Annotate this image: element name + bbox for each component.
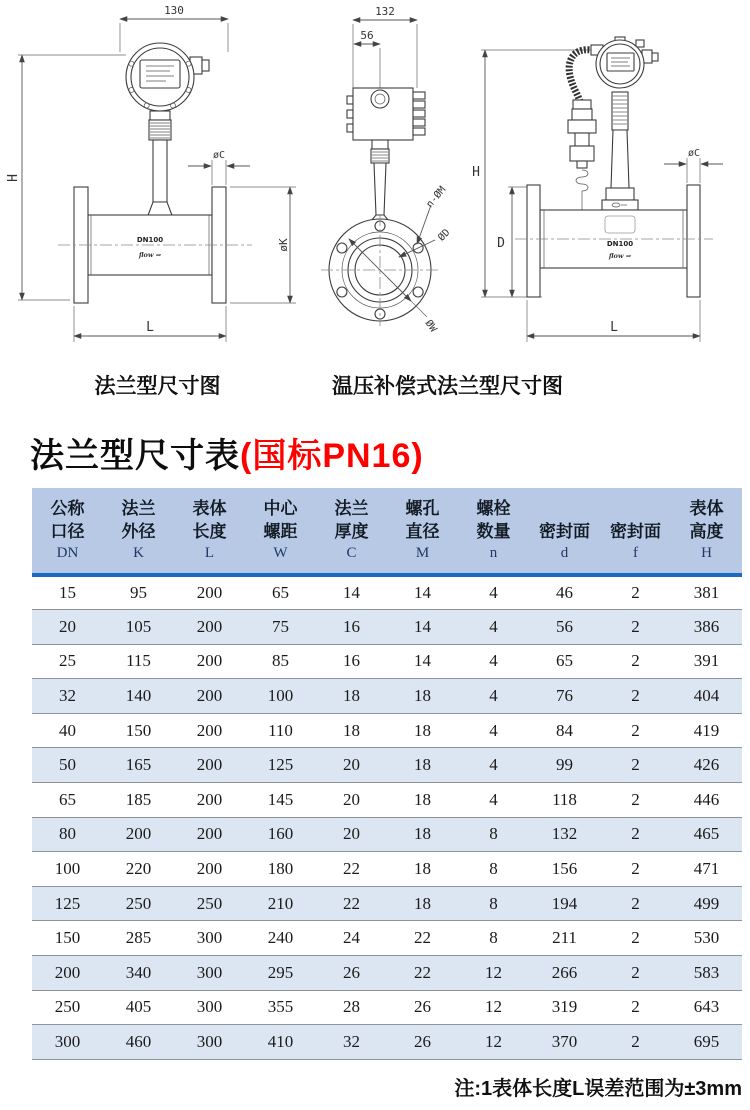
dim-label-oc: øC [687, 148, 701, 159]
table-cell: 200 [196, 616, 223, 636]
table-cell: 250 [196, 893, 223, 913]
meter-neck [371, 140, 389, 221]
table-cell: 20 [343, 789, 360, 809]
table-cell: 22 [343, 893, 360, 913]
table-cell: 56 [556, 616, 573, 636]
transmitter-box [347, 88, 425, 140]
table-cell: 200 [196, 824, 223, 844]
table-cell: 18 [343, 720, 360, 740]
table-cell: 200 [196, 789, 223, 809]
table-cell: 140 [125, 686, 152, 706]
column-header-C: 法兰 厚度 C [316, 488, 387, 575]
dim-label-d: D [497, 236, 505, 251]
table-cell: 200 [196, 755, 223, 775]
table-cell: 8 [489, 928, 498, 948]
table-cell: 4 [489, 616, 498, 636]
column-header-M: 螺孔 直径 M [387, 488, 458, 575]
table-cell: 2 [631, 616, 640, 636]
table-cell: 20 [59, 616, 76, 636]
dim-label-132: 132 [375, 5, 395, 18]
table-cell: 2 [631, 893, 640, 913]
table-cell: 8 [489, 859, 498, 879]
compensated-flange-type-diagram [470, 0, 750, 362]
table-cell: 446 [693, 789, 720, 809]
table-cell: 2 [631, 824, 640, 844]
table-cell: 8 [489, 824, 498, 844]
column-header-d: 密封面 d [529, 488, 600, 575]
table-cell: 12 [485, 1032, 502, 1052]
flange-front-view-diagram [305, 0, 475, 362]
table-cell: 8 [489, 893, 498, 913]
table-row-dn-20 [32, 610, 742, 645]
table-cell: 84 [556, 720, 573, 740]
table-cell: 22 [414, 962, 431, 982]
table-cell: 32 [59, 686, 76, 706]
table-cell: 471 [693, 859, 720, 879]
dim-label-nom: n-ØM [424, 184, 449, 211]
table-cell: 22 [343, 859, 360, 879]
table-cell: 95 [130, 583, 147, 603]
dimension-diagrams [0, 0, 750, 362]
table-cell: 99 [556, 755, 573, 775]
table-cell: 340 [125, 962, 152, 982]
table-cell: 355 [267, 997, 294, 1017]
table-cell: 165 [125, 755, 152, 775]
table-cell: 410 [267, 1032, 294, 1052]
table-cell: 18 [414, 755, 431, 775]
table-cell: 115 [126, 651, 151, 671]
table-cell: 426 [693, 755, 720, 775]
section-title-paren: (国标PN16) [240, 437, 424, 475]
table-cell: 18 [414, 720, 431, 740]
table-cell: 25 [59, 651, 76, 671]
table-cell: 2 [631, 789, 640, 809]
column-header-L: 表体 长度 L [174, 488, 245, 575]
body-label: DN100 [136, 236, 164, 244]
table-cell: 15 [59, 583, 76, 603]
table-cell: 210 [267, 893, 294, 913]
table-cell: 12 [485, 962, 502, 982]
column-header-f: 密封面 f [600, 488, 671, 575]
table-cell: 266 [551, 962, 578, 982]
table-footnote: 注:1表体长度L误差范围为±3mm [454, 1078, 742, 1100]
body-label: DN100 [606, 240, 634, 248]
table-row-dn-32 [32, 679, 742, 714]
dim-label-h: H [472, 165, 480, 180]
table-cell: 319 [551, 997, 578, 1017]
table-cell: 18 [414, 824, 431, 844]
table-cell: 132 [551, 824, 578, 844]
table-cell: 24 [343, 928, 360, 948]
table-cell: 156 [551, 859, 578, 879]
table-cell: 145 [267, 789, 294, 809]
table-cell: 22 [414, 928, 431, 948]
table-cell: 150 [54, 928, 81, 948]
table-cell: 150 [125, 720, 152, 740]
table-cell: 530 [693, 928, 720, 948]
table-cell: 14 [343, 583, 360, 603]
dim-label-od: ØD [436, 227, 453, 244]
table-cell: 50 [59, 755, 76, 775]
table-row-dn-125 [32, 886, 742, 921]
table-row-dn-300 [32, 1025, 742, 1060]
table-header-row [32, 488, 742, 575]
dimension-table-wrap [32, 488, 742, 1060]
table-cell: 32 [343, 1032, 360, 1052]
table-cell: 460 [125, 1032, 152, 1052]
table-cell: 200 [196, 651, 223, 671]
table-cell: 300 [54, 1032, 81, 1052]
table-cell: 220 [125, 859, 152, 879]
table-cell: 75 [272, 616, 289, 636]
table-cell: 200 [54, 962, 81, 982]
table-cell: 80 [59, 824, 76, 844]
table-cell: 2 [631, 1032, 640, 1052]
table-cell: 185 [125, 789, 152, 809]
dim-label-h: H [6, 174, 21, 182]
dim-label-56: 56 [360, 29, 374, 42]
table-cell: 2 [631, 962, 640, 982]
table-cell: 105 [125, 616, 152, 636]
dimension-table [32, 488, 742, 1060]
transmitter-head [126, 43, 209, 111]
table-cell: 250 [54, 997, 81, 1017]
table-row-dn-150 [32, 921, 742, 956]
table-cell: 46 [556, 583, 573, 603]
table-cell: 160 [267, 824, 294, 844]
table-cell: 2 [631, 583, 640, 603]
table-cell: 300 [196, 997, 223, 1017]
table-cell: 4 [489, 789, 498, 809]
transmitter-head [596, 37, 658, 88]
table-cell: 285 [125, 928, 152, 948]
table-cell: 28 [343, 997, 360, 1017]
column-header-W: 中心 螺距 W [245, 488, 316, 575]
table-cell: 200 [196, 583, 223, 603]
table-cell: 211 [552, 928, 577, 948]
table-cell: 20 [343, 755, 360, 775]
section-title [30, 428, 424, 477]
table-cell: 370 [551, 1032, 578, 1052]
table-cell: 4 [489, 583, 498, 603]
table-cell: 419 [693, 720, 720, 740]
table-cell: 2 [631, 928, 640, 948]
table-row-dn-250 [32, 990, 742, 1025]
table-cell: 405 [125, 997, 152, 1017]
table-cell: 200 [125, 824, 152, 844]
table-cell: 76 [556, 686, 573, 706]
table-cell: 18 [414, 686, 431, 706]
table-row-dn-100 [32, 852, 742, 887]
table-cell: 14 [414, 616, 431, 636]
table-row-dn-25 [32, 644, 742, 679]
table-cell: 16 [343, 651, 360, 671]
table-cell: 583 [693, 962, 720, 982]
dim-label-130: 130 [164, 4, 184, 17]
table-row-dn-200 [32, 956, 742, 991]
table-cell: 240 [267, 928, 294, 948]
table-cell: 125 [54, 893, 81, 913]
table-cell: 381 [693, 583, 720, 603]
table-cell: 14 [414, 583, 431, 603]
table-cell: 386 [693, 616, 720, 636]
table-cell: 2 [631, 755, 640, 775]
table-cell: 100 [267, 686, 294, 706]
table-cell: 391 [693, 651, 720, 671]
table-cell: 18 [414, 893, 431, 913]
table-cell: 300 [196, 962, 223, 982]
table-cell: 65 [556, 651, 573, 671]
table-cell: 40 [59, 720, 76, 740]
column-header-DN: 公称 口径 DN [32, 488, 103, 575]
caption-compensated-flange-type: 温压补偿式法兰型尺寸图 [332, 375, 563, 398]
table-row-dn-40 [32, 713, 742, 748]
dim-label-ow: ØW [422, 318, 439, 335]
table-cell: 26 [343, 962, 360, 982]
table-cell: 100 [54, 859, 81, 879]
table-cell: 16 [343, 616, 360, 636]
dim-label-l: L [146, 320, 154, 335]
table-cell: 695 [693, 1032, 720, 1052]
caption-flange-type: 法兰型尺寸图 [94, 375, 221, 398]
table-cell: 26 [414, 997, 431, 1017]
table-cell: 465 [693, 824, 720, 844]
table-cell: 118 [552, 789, 577, 809]
flange-type-diagram [0, 0, 310, 362]
table-cell: 18 [414, 859, 431, 879]
table-cell: 295 [267, 962, 294, 982]
table-row-dn-15 [32, 575, 742, 610]
table-cell: 4 [489, 651, 498, 671]
table-cell: 4 [489, 755, 498, 775]
table-cell: 194 [551, 893, 578, 913]
table-row-dn-80 [32, 817, 742, 852]
column-header-H: 表体 高度 H [671, 488, 742, 575]
table-cell: 2 [631, 997, 640, 1017]
table-cell: 2 [631, 720, 640, 740]
table-cell: 643 [693, 997, 720, 1017]
dim-label-oc: øC [212, 150, 226, 161]
table-cell: 20 [343, 824, 360, 844]
meter-neck [602, 92, 638, 210]
table-cell: 14 [414, 651, 431, 671]
table-cell: 4 [489, 720, 498, 740]
flow-logo: flow ⇒ [608, 252, 632, 260]
table-cell: 250 [125, 893, 152, 913]
section-title-main: 法兰型尺寸表 [30, 437, 240, 475]
table-cell: 65 [272, 583, 289, 603]
table-cell: 12 [485, 997, 502, 1017]
table-cell: 300 [196, 928, 223, 948]
dim-label-ok: øK [277, 238, 290, 252]
table-cell: 200 [196, 720, 223, 740]
table-cell: 18 [343, 686, 360, 706]
table-cell: 404 [693, 686, 720, 706]
flow-logo: flow ⇒ [138, 251, 162, 259]
table-cell: 110 [268, 720, 293, 740]
table-cell: 65 [59, 789, 76, 809]
column-header-K: 法兰 外径 K [103, 488, 174, 575]
table-cell: 2 [631, 651, 640, 671]
table-cell: 180 [267, 859, 294, 879]
table-cell: 2 [631, 859, 640, 879]
table-cell: 18 [414, 789, 431, 809]
table-cell: 499 [693, 893, 720, 913]
table-row-dn-50 [32, 748, 742, 783]
dim-label-l: L [610, 320, 618, 335]
table-cell: 200 [196, 686, 223, 706]
table-cell: 300 [196, 1032, 223, 1052]
column-header-n: 螺栓 数量 n [458, 488, 529, 575]
table-cell: 4 [489, 686, 498, 706]
table-cell: 2 [631, 686, 640, 706]
table-cell: 26 [414, 1032, 431, 1052]
table-cell: 125 [267, 755, 294, 775]
table-row-dn-65 [32, 783, 742, 818]
table-cell: 200 [196, 859, 223, 879]
table-cell: 85 [272, 651, 289, 671]
